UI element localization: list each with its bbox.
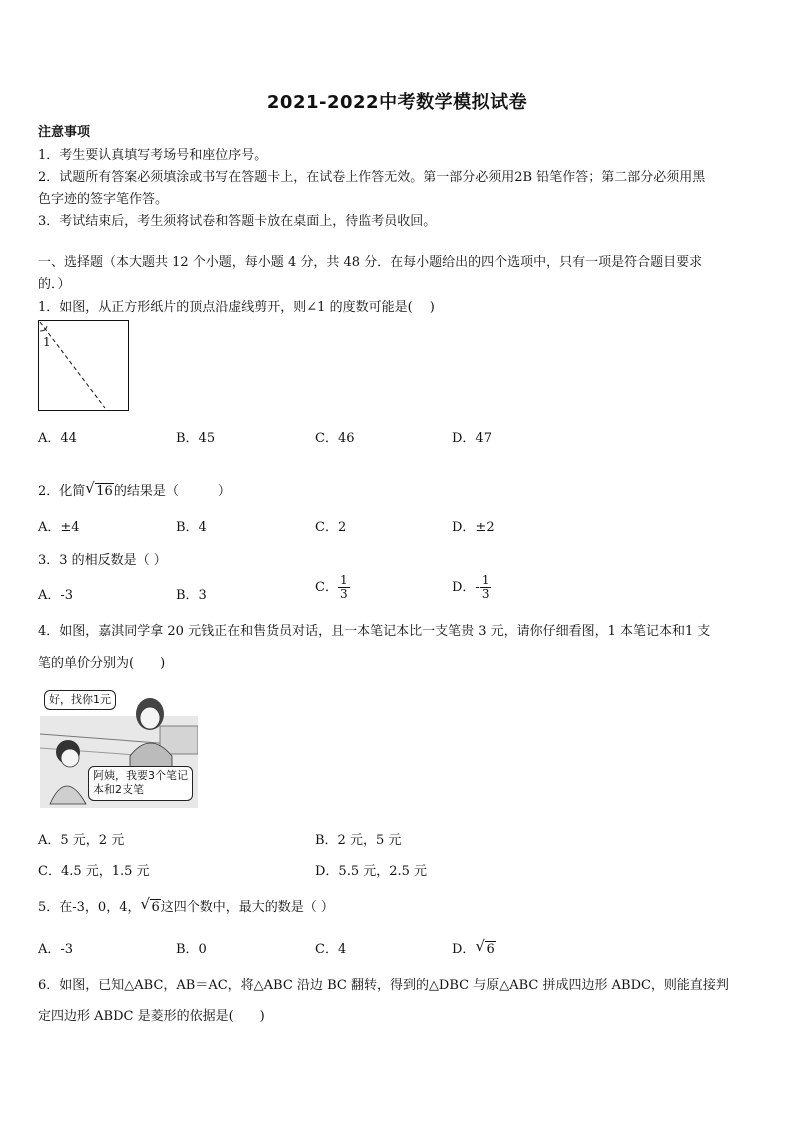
q3-option-d-fraction <box>480 574 492 601</box>
section-heading-cont: 的．） <box>38 277 71 292</box>
section-heading: 一、选择题（本大题共 12 个小题，每小题 4 分，共 48 分．在每小题给出的四个选项中，只有一项是符合题目要求 <box>38 255 703 270</box>
page-title: 2021-2022中考数学模拟试卷 <box>266 92 528 113</box>
q5-option-d <box>452 938 496 957</box>
q3-option-c-prefix: C． <box>315 580 338 596</box>
q6-stem-line1: 6．如图，已知△ABC，AB＝AC，将△ABC 沿边 BC 翻转，得到的△DBC 与原△ABC 拼成四边形 ABDC，则能直接判 <box>38 978 729 993</box>
notice-item-2: 2．试题所有答案必须填涂或书写在答题卡上，在试卷上作答无效。第一部分必须用2B 铅笔作答；第二部分必须用黑 <box>38 170 706 185</box>
q5-stem-pre: 5．在-3，0，4， <box>38 900 141 915</box>
q1-square-figure <box>38 320 129 411</box>
q2-option-b: B．4 <box>176 520 207 535</box>
q2-option-a: A．±4 <box>38 520 80 535</box>
q4-stem-line2: 笔的单价分别为( ) <box>38 656 166 671</box>
q4-option-b: B．2 元，5 元 <box>315 833 402 848</box>
notice-item-3: 3．考试结束后，考生须将试卷和答题卡放在桌面上，待监考员收回。 <box>38 214 437 229</box>
q3-option-b: B．3 <box>176 588 207 603</box>
q2-stem <box>38 480 231 499</box>
q1-angle-label: 1 <box>43 335 51 349</box>
q5-option-a: A．-3 <box>38 942 74 957</box>
q1-cut-line <box>39 321 128 410</box>
q3-d-denominator: 3 <box>481 587 490 602</box>
q6-stem-line2: 定四边形 ABDC 是菱形的依据是( ) <box>38 1009 265 1024</box>
q5-option-d-radicand: 6 <box>486 942 495 957</box>
notice-item-1: 1．考生要认真填写考场号和座位序号。 <box>38 148 268 163</box>
q3-option-d <box>452 574 491 601</box>
notice-heading: 注意事项 <box>38 125 91 140</box>
q5-stem <box>38 896 334 915</box>
q3-stem: 3．3 的相反数是（ ） <box>38 553 167 568</box>
q3-option-c <box>315 574 350 601</box>
q1-option-d: D．47 <box>452 431 492 446</box>
q2-stem-post: 的结果是（ ） <box>113 484 231 499</box>
q3-option-d-prefix: D．- <box>452 580 480 596</box>
q3-d-numerator: 1 <box>481 573 490 587</box>
q3-option-a: A．-3 <box>38 588 74 603</box>
q5-stem-post: 这四个数中，最大的数是（ ） <box>160 900 334 915</box>
q3-c-denominator: 3 <box>339 587 348 602</box>
q4-stem-line1: 4．如图，嘉淇同学拿 20 元钱正在和售货员对话，且一本笔记本比一支笔贵 3 元，请你仔细看图，1 本笔记本和1 支 <box>38 624 711 639</box>
q1-stem: 1．如图，从正方形纸片的顶点沿虚线剪开，则∠1 的度数可能是( ) <box>38 300 435 315</box>
q4-cartoon-illustration <box>40 686 198 808</box>
q2-stem-pre: 2．化简 <box>38 484 86 499</box>
q1-option-c: C．46 <box>315 431 355 446</box>
q5-option-c: C．4 <box>315 942 347 957</box>
q2-radicand: 16 <box>96 484 113 499</box>
q1-option-b: B．45 <box>176 431 216 446</box>
q5-option-d-sqrt: √ 6 <box>475 937 495 957</box>
q2-option-d: D．±2 <box>452 520 495 535</box>
q4-student-speech-bubble <box>88 766 193 801</box>
q2-sqrt: √ 16 <box>85 479 113 499</box>
q5-radicand: 6 <box>151 900 160 915</box>
q5-sqrt: √ 6 <box>140 895 160 915</box>
q2-option-c: C．2 <box>315 520 347 535</box>
q5-option-b: B．0 <box>176 942 207 957</box>
q4-option-c: C．4.5 元，1.5 元 <box>38 864 150 879</box>
q1-option-a: A．44 <box>38 431 77 446</box>
q4-student-speech-line1: 阿姨，我要3个笔记 <box>93 769 188 782</box>
q4-clerk-speech-bubble: 好，找你1元 <box>44 690 116 710</box>
q4-option-a: A．5 元，2 元 <box>38 833 125 848</box>
q3-c-numerator: 1 <box>339 573 348 587</box>
q4-student-speech-line2: 本和2支笔 <box>93 783 144 797</box>
notice-item-2-cont: 色字迹的签字笔作答。 <box>38 192 169 207</box>
q4-option-d: D．5.5 元，2.5 元 <box>315 864 428 879</box>
q5-option-d-prefix: D． <box>452 942 476 957</box>
q3-option-c-fraction <box>338 574 350 601</box>
